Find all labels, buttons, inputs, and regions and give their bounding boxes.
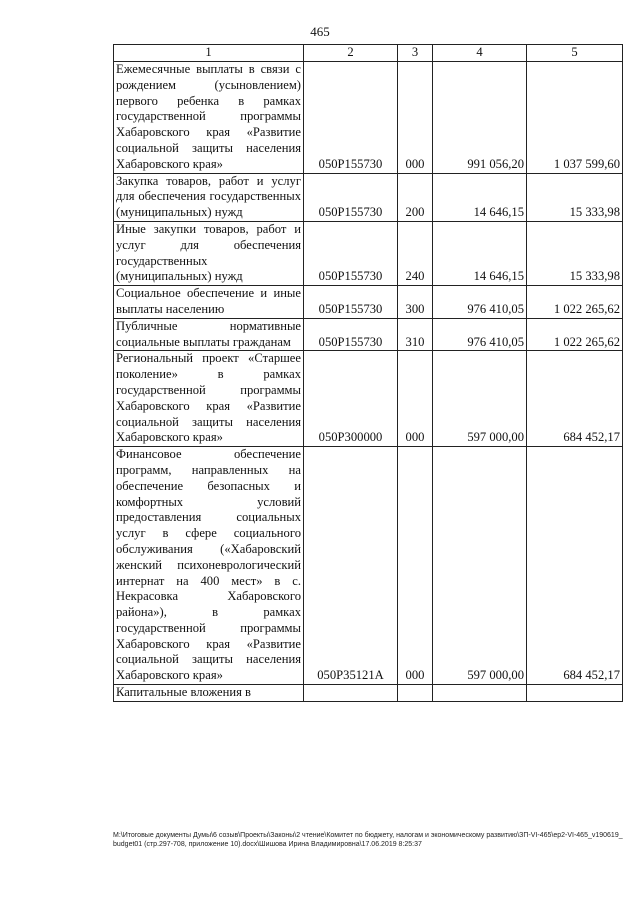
row-expense-type: 300	[398, 286, 433, 319]
row-expense-type: 000	[398, 351, 433, 447]
row-amount-1: 597 000,00	[433, 447, 527, 685]
column-header-2: 2	[304, 45, 398, 62]
row-name: Иные закупки товаров, работ и услуг для обеспечения государственных (муниципальных) нужд	[114, 221, 304, 285]
table-row	[114, 685, 623, 702]
row-amount-2: 15 333,98	[527, 173, 623, 221]
row-expense-type: 200	[398, 173, 433, 221]
row-target-code: 050Р155730	[304, 221, 398, 285]
row-name: Публичные нормативные социальные выплаты гражданам	[114, 318, 304, 351]
row-target-code: 050Р155730	[304, 286, 398, 319]
table-row	[114, 447, 623, 685]
row-expense-type: 240	[398, 221, 433, 285]
row-target-code: 050Р35121А	[304, 447, 398, 685]
budget-table	[113, 44, 623, 702]
row-amount-1: 14 646,15	[433, 221, 527, 285]
row-amount-2: 1 037 599,60	[527, 62, 623, 174]
row-amount-2: 684 452,17	[527, 447, 623, 685]
row-amount-2: 684 452,17	[527, 351, 623, 447]
column-header-5: 5	[527, 45, 623, 62]
row-amount-1: 976 410,05	[433, 318, 527, 351]
table-row	[114, 173, 623, 221]
table-row	[114, 62, 623, 174]
row-expense-type: 310	[398, 318, 433, 351]
row-amount-1: 597 000,00	[433, 351, 527, 447]
column-header-4: 4	[433, 45, 527, 62]
row-name: Закупка товаров, работ и услуг для обеспечения государственных (муниципальных) нужд	[114, 173, 304, 221]
column-header-3: 3	[398, 45, 433, 62]
table-header-row	[114, 45, 623, 62]
row-target-code: 050Р155730	[304, 318, 398, 351]
row-expense-type	[398, 685, 433, 702]
row-expense-type: 000	[398, 447, 433, 685]
row-name: Капитальные вложения в	[114, 685, 304, 702]
column-header-1: 1	[114, 45, 304, 62]
table-row	[114, 351, 623, 447]
row-target-code: 050Р155730	[304, 173, 398, 221]
document-path-footer: M:\Итоговые документы Думы\6 созыв\Проекты\Законы\2 чтение\Комитет по бюджету, налогам и экономическому развитию\ЗП-VI-465\ep2-VI-465_v190619_budget01 (стр.297-708, приложение 10).docx\Шишова Ирина Владимировна\17.06.2019 8:25:37	[113, 832, 623, 848]
row-amount-1	[433, 685, 527, 702]
row-amount-1: 991 056,20	[433, 62, 527, 174]
row-amount-2: 1 022 265,62	[527, 318, 623, 351]
row-amount-1: 976 410,05	[433, 286, 527, 319]
row-target-code	[304, 685, 398, 702]
row-name: Региональный проект «Старшее поколение» в рамках государственной программы Хабаровского края «Развитие социальной защиты населения Хабаровского края»	[114, 351, 304, 447]
row-target-code: 050Р155730	[304, 62, 398, 174]
row-target-code: 050Р300000	[304, 351, 398, 447]
table-row	[114, 286, 623, 319]
row-name: Финансовое обеспечение программ, направленных на обеспечение безопасных и комфортных условий предоставления социальных услуг в сфере социального обслуживания («Хабаровский женский психоневрологический интернат на 400 мест» в с. Некрасовка Хабаровского района»), в рамках государственной программы Хабаровского края «Развитие социальной защиты населения Хабаровского края»	[114, 447, 304, 685]
table-row	[114, 221, 623, 285]
row-amount-2: 15 333,98	[527, 221, 623, 285]
page-number: 465	[310, 24, 330, 39]
row-name: Социальное обеспечение и иные выплаты населению	[114, 286, 304, 319]
row-amount-2	[527, 685, 623, 702]
row-expense-type: 000	[398, 62, 433, 174]
row-amount-1: 14 646,15	[433, 173, 527, 221]
row-name: Ежемесячные выплаты в связи с рождением (усыновлением) первого ребенка в рамках государственной программы Хабаровского края «Развитие социальной защиты населения Хабаровского края»	[114, 62, 304, 174]
table-row	[114, 318, 623, 351]
row-amount-2: 1 022 265,62	[527, 286, 623, 319]
